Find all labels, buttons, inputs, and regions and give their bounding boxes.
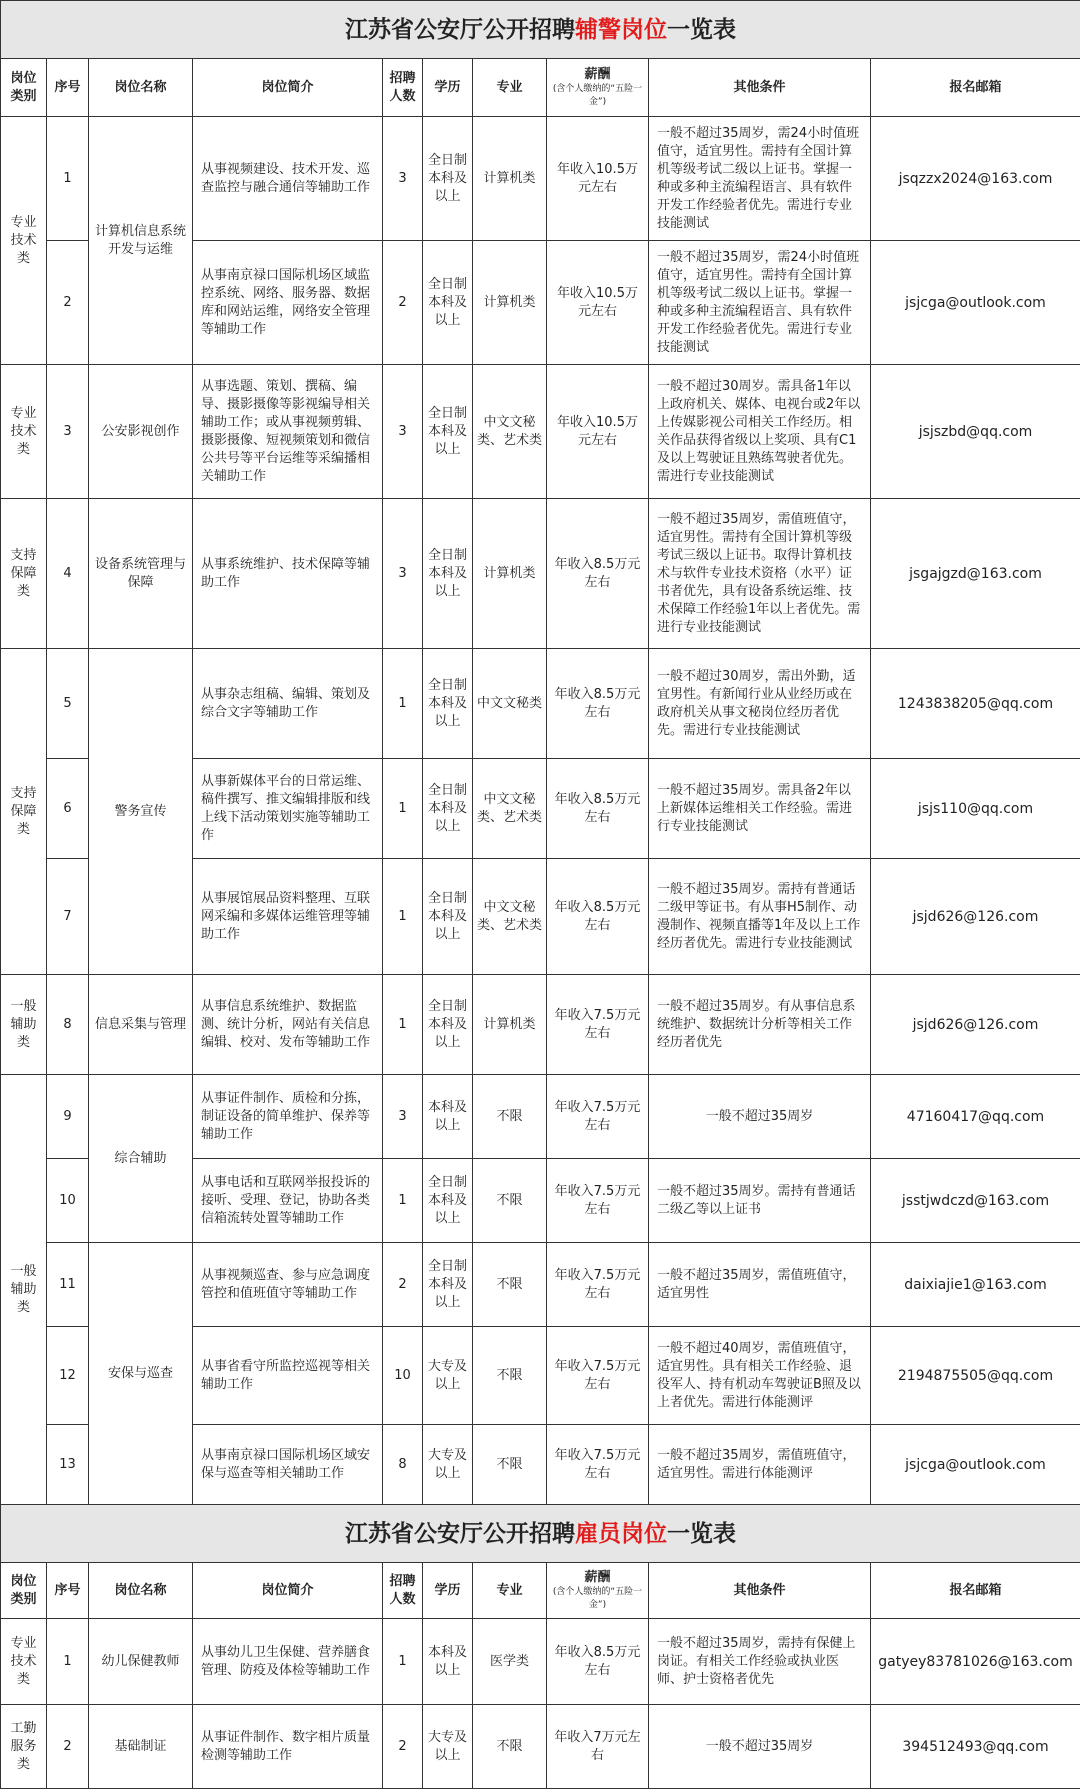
email-cell: jsstjwdczd@163.com <box>871 1159 1080 1243</box>
intro-cell: 从事电话和互联网举报投诉的接听、受理、登记，协助各类信箱流转处置等辅助工作 <box>193 1159 383 1243</box>
category-cell: 一般辅助类 <box>1 1075 47 1505</box>
count-cell: 3 <box>383 117 423 241</box>
table-row <box>1 117 1080 241</box>
header-salary <box>547 1563 649 1619</box>
post-cell: 设备系统管理与保障 <box>89 499 193 649</box>
email-cell: jsgajgzd@163.com <box>871 499 1080 649</box>
salary-cell: 年收入7.5万元左右 <box>547 1425 649 1505</box>
salary-cell: 年收入8.5万元左右 <box>547 499 649 649</box>
intro-cell: 从事证件制作、质检和分拣，制证设备的简单维护、保养等辅助工作 <box>193 1075 383 1159</box>
conditions-cell: 一般不超过35周岁 <box>649 1075 871 1159</box>
education-cell: 全日制本科及以上 <box>423 117 473 241</box>
major-cell: 不限 <box>473 1243 547 1327</box>
major-cell: 不限 <box>473 1705 547 1789</box>
conditions-cell: 一般不超过35周岁，需24小时值班值守，适宜男性。需持有全国计算机等级考试二级以上证书。掌握一种或多种主流编程语言、具有软件开发工作经验者优先。需进行专业技能测试 <box>649 117 871 241</box>
email-cell: jsjszbd@qq.com <box>871 365 1080 499</box>
education-cell: 本科及以上 <box>423 1619 473 1705</box>
major-cell: 计算机类 <box>473 975 547 1075</box>
table-row <box>1 1075 1080 1159</box>
table-row <box>1 975 1080 1075</box>
education-cell: 全日制本科及以上 <box>423 241 473 365</box>
salary-cell: 年收入10.5万元左右 <box>547 117 649 241</box>
conditions-cell: 一般不超过35周岁，需值班值守，适宜男性。需进行体能测评 <box>649 1425 871 1505</box>
category-cell: 专业技术类 <box>1 117 47 365</box>
header-intro: 岗位简介 <box>193 1563 383 1619</box>
salary-cell: 年收入7.5万元左右 <box>547 975 649 1075</box>
intro-cell: 从事系统维护、技术保障等辅助工作 <box>193 499 383 649</box>
salary-cell: 年收入8.5万元左右 <box>547 649 649 759</box>
education-cell: 全日制本科及以上 <box>423 859 473 975</box>
category-cell: 工勤服务类 <box>1 1705 47 1789</box>
header-salary-label: 薪酬 <box>584 66 611 82</box>
table2-header-row <box>1 1563 1080 1619</box>
count-cell: 1 <box>383 859 423 975</box>
count-cell: 2 <box>383 1705 423 1789</box>
header-major: 专业 <box>473 59 547 117</box>
post-cell: 基础制证 <box>89 1705 193 1789</box>
email-cell: 2194875505@qq.com <box>871 1327 1080 1425</box>
intro-cell: 从事视频建设、技术开发、巡查监控与融合通信等辅助工作 <box>193 117 383 241</box>
table1-title-highlight: 辅警岗位 <box>575 16 667 43</box>
email-cell: daixiajie1@163.com <box>871 1243 1080 1327</box>
category-cell: 专业技术类 <box>1 365 47 499</box>
header-email: 报名邮箱 <box>871 1563 1080 1619</box>
education-cell: 全日制本科及以上 <box>423 1159 473 1243</box>
major-cell: 不限 <box>473 1327 547 1425</box>
conditions-cell: 一般不超过35周岁，需持有保健上岗证。有相关工作经验或执业医师、护士资格者优先 <box>649 1619 871 1705</box>
count-cell: 8 <box>383 1425 423 1505</box>
header-email: 报名邮箱 <box>871 59 1080 117</box>
salary-cell: 年收入8.5万元左右 <box>547 1619 649 1705</box>
category-cell: 一般辅助类 <box>1 975 47 1075</box>
major-cell: 计算机类 <box>473 117 547 241</box>
header-count: 招聘人数 <box>383 1563 423 1619</box>
header-major: 专业 <box>473 1563 547 1619</box>
count-cell: 1 <box>383 1159 423 1243</box>
no-cell: 1 <box>47 1619 89 1705</box>
no-cell: 6 <box>47 759 89 859</box>
category-cell: 支持保障类 <box>1 499 47 649</box>
post-cell: 警务宣传 <box>89 649 193 975</box>
major-cell: 中文文秘类 <box>473 649 547 759</box>
salary-cell: 年收入10.5万元左右 <box>547 241 649 365</box>
conditions-cell: 一般不超过35周岁。需具备2年以上新媒体运维相关工作经验。需进行专业技能测试 <box>649 759 871 859</box>
email-cell: 47160417@qq.com <box>871 1075 1080 1159</box>
intro-cell: 从事证件制作、数字相片质量检测等辅助工作 <box>193 1705 383 1789</box>
education-cell: 全日制本科及以上 <box>423 1243 473 1327</box>
table-row <box>1 1243 1080 1327</box>
major-cell: 中文文秘类、艺术类 <box>473 365 547 499</box>
table2-title-prefix: 江苏省公安厅公开招聘 <box>345 1520 575 1547</box>
header-post-name: 岗位名称 <box>89 59 193 117</box>
major-cell: 医学类 <box>473 1619 547 1705</box>
header-category: 岗位类别 <box>1 59 47 117</box>
email-cell: 394512493@qq.com <box>871 1705 1080 1789</box>
conditions-cell: 一般不超过35周岁 <box>649 1705 871 1789</box>
count-cell: 2 <box>383 1243 423 1327</box>
salary-cell: 年收入7万元左右 <box>547 1705 649 1789</box>
post-cell: 计算机信息系统开发与运维 <box>89 117 193 365</box>
salary-cell: 年收入7.5万元左右 <box>547 1075 649 1159</box>
count-cell: 1 <box>383 649 423 759</box>
salary-cell: 年收入7.5万元左右 <box>547 1327 649 1425</box>
count-cell: 10 <box>383 1327 423 1425</box>
header-category: 岗位类别 <box>1 1563 47 1619</box>
conditions-cell: 一般不超过30周岁。需具备1年以上政府机关、媒体、电视台或2年以上传媒影视公司相关工作经历。相关作品获得省级以上奖项、具有C1及以上驾驶证且熟练驾驶者优先。需进行专业技能测试 <box>649 365 871 499</box>
table-row <box>1 1705 1080 1789</box>
header-count: 招聘人数 <box>383 59 423 117</box>
header-education: 学历 <box>423 1563 473 1619</box>
post-cell: 安保与巡查 <box>89 1243 193 1505</box>
intro-cell: 从事杂志组稿、编辑、策划及综合文字等辅助工作 <box>193 649 383 759</box>
salary-cell: 年收入10.5万元左右 <box>547 365 649 499</box>
conditions-cell: 一般不超过35周岁。有从事信息系统维护、数据统计分析等相关工作经历者优先 <box>649 975 871 1075</box>
no-cell: 4 <box>47 499 89 649</box>
education-cell: 大专及以上 <box>423 1705 473 1789</box>
table2-title <box>1 1505 1080 1563</box>
table-row <box>1 1619 1080 1705</box>
count-cell: 1 <box>383 1619 423 1705</box>
no-cell: 2 <box>47 241 89 365</box>
header-no: 序号 <box>47 59 89 117</box>
post-cell: 信息采集与管理 <box>89 975 193 1075</box>
education-cell: 全日制本科及以上 <box>423 649 473 759</box>
no-cell: 8 <box>47 975 89 1075</box>
email-cell: 1243838205@qq.com <box>871 649 1080 759</box>
post-cell: 幼儿保健教师 <box>89 1619 193 1705</box>
header-salary-label: 薪酬 <box>584 1569 611 1585</box>
no-cell: 13 <box>47 1425 89 1505</box>
intro-cell: 从事省看守所监控巡视等相关辅助工作 <box>193 1327 383 1425</box>
no-cell: 1 <box>47 117 89 241</box>
intro-cell: 从事信息系统维护、数据监测、统计分析，网站有关信息编辑、校对、发布等辅助工作 <box>193 975 383 1075</box>
table-row <box>1 649 1080 759</box>
intro-cell: 从事幼儿卫生保健、营养膳食管理、防疫及体检等辅助工作 <box>193 1619 383 1705</box>
conditions-cell: 一般不超过40周岁，需值班值守，适宜男性。具有相关工作经验、退役军人、持有机动车驾驶证B照及以上者优先。需进行体能测评 <box>649 1327 871 1425</box>
major-cell: 计算机类 <box>473 499 547 649</box>
salary-cell: 年收入8.5万元左右 <box>547 759 649 859</box>
conditions-cell: 一般不超过35周岁，需值班值守，适宜男性。需持有全国计算机等级考试三级以上证书。取得计算机技术与软件专业技术资格（水平）证书者优先，具有设备系统运维、技术保障工作经验1年以上者优先。需进行专业技能测试 <box>649 499 871 649</box>
count-cell: 3 <box>383 499 423 649</box>
email-cell: jsjcga@outlook.com <box>871 241 1080 365</box>
category-cell: 支持保障类 <box>1 649 47 975</box>
table-row <box>1 499 1080 649</box>
header-salary-note: (含个人缴纳的“五险一金”) <box>552 83 643 107</box>
email-cell: jsjd626@126.com <box>871 975 1080 1075</box>
table1-title-prefix: 江苏省公安厅公开招聘 <box>345 16 575 43</box>
conditions-cell: 一般不超过35周岁。需持有普通话二级乙等以上证书 <box>649 1159 871 1243</box>
header-intro: 岗位简介 <box>193 59 383 117</box>
post-cell: 公安影视创作 <box>89 365 193 499</box>
email-cell: jsjs110@qq.com <box>871 759 1080 859</box>
post-cell: 综合辅助 <box>89 1075 193 1243</box>
major-cell: 中文文秘类、艺术类 <box>473 759 547 859</box>
intro-cell: 从事南京禄口国际机场区域监控系统、网络、服务器、数据库和网站运维，网络安全管理等辅助工作 <box>193 241 383 365</box>
conditions-cell: 一般不超过35周岁。需持有普通话二级甲等证书。有从事H5制作、动漫制作、视频直播等1年及以上工作经历者优先。需进行专业技能测试 <box>649 859 871 975</box>
no-cell: 10 <box>47 1159 89 1243</box>
email-cell: jsjd626@126.com <box>871 859 1080 975</box>
intro-cell: 从事选题、策划、撰稿、编导、摄影摄像等影视编导相关辅助工作；或从事视频剪辑、摄影摄像、短视频策划和微信公共号等平台运维等采编播相关辅助工作 <box>193 365 383 499</box>
major-cell: 不限 <box>473 1159 547 1243</box>
education-cell: 全日制本科及以上 <box>423 975 473 1075</box>
education-cell: 本科及以上 <box>423 1075 473 1159</box>
education-cell: 大专及以上 <box>423 1425 473 1505</box>
category-cell: 专业技术类 <box>1 1619 47 1705</box>
no-cell: 12 <box>47 1327 89 1425</box>
email-cell: jsjcga@outlook.com <box>871 1425 1080 1505</box>
conditions-cell: 一般不超过30周岁，需出外勤，适宜男性。有新闻行业从业经历或在政府机关从事文秘岗位经历者优先。需进行专业技能测试 <box>649 649 871 759</box>
table1-title-suffix: 一览表 <box>667 16 736 43</box>
education-cell: 全日制本科及以上 <box>423 759 473 859</box>
table-row <box>1 365 1080 499</box>
table1-title <box>1 1 1080 59</box>
header-post-name: 岗位名称 <box>89 1563 193 1619</box>
no-cell: 2 <box>47 1705 89 1789</box>
intro-cell: 从事南京禄口国际机场区域安保与巡查等相关辅助工作 <box>193 1425 383 1505</box>
no-cell: 3 <box>47 365 89 499</box>
intro-cell: 从事新媒体平台的日常运维、稿件撰写、推文编辑排版和线上线下活动策划实施等辅助工作 <box>193 759 383 859</box>
table2-title-highlight: 雇员岗位 <box>575 1520 667 1547</box>
salary-cell: 年收入8.5万元左右 <box>547 859 649 975</box>
no-cell: 5 <box>47 649 89 759</box>
count-cell: 3 <box>383 365 423 499</box>
salary-cell: 年收入7.5万元左右 <box>547 1243 649 1327</box>
email-cell: jsqzzx2024@163.com <box>871 117 1080 241</box>
intro-cell: 从事展馆展品资料整理、互联网采编和多媒体运维管理等辅助工作 <box>193 859 383 975</box>
header-salary <box>547 59 649 117</box>
major-cell: 计算机类 <box>473 241 547 365</box>
header-conditions: 其他条件 <box>649 1563 871 1619</box>
count-cell: 1 <box>383 759 423 859</box>
education-cell: 大专及以上 <box>423 1327 473 1425</box>
header-salary-note: (含个人缴纳的“五险一金”) <box>552 1586 643 1610</box>
count-cell: 2 <box>383 241 423 365</box>
salary-cell: 年收入7.5万元左右 <box>547 1159 649 1243</box>
no-cell: 7 <box>47 859 89 975</box>
conditions-cell: 一般不超过35周岁，需24小时值班值守，适宜男性。需持有全国计算机等级考试二级以上证书。掌握一种或多种主流编程语言、具有软件开发工作经验者优先。需进行专业技能测试 <box>649 241 871 365</box>
major-cell: 不限 <box>473 1425 547 1505</box>
major-cell: 不限 <box>473 1075 547 1159</box>
header-conditions: 其他条件 <box>649 59 871 117</box>
no-cell: 11 <box>47 1243 89 1327</box>
no-cell: 9 <box>47 1075 89 1159</box>
count-cell: 1 <box>383 975 423 1075</box>
intro-cell: 从事视频巡查、参与应急调度管控和值班值守等辅助工作 <box>193 1243 383 1327</box>
table2-title-suffix: 一览表 <box>667 1520 736 1547</box>
major-cell: 中文文秘类、艺术类 <box>473 859 547 975</box>
header-education: 学历 <box>423 59 473 117</box>
education-cell: 全日制本科及以上 <box>423 365 473 499</box>
table1-header-row <box>1 59 1080 117</box>
count-cell: 3 <box>383 1075 423 1159</box>
education-cell: 全日制本科及以上 <box>423 499 473 649</box>
header-no: 序号 <box>47 1563 89 1619</box>
email-cell: gatyey83781026@163.com <box>871 1619 1080 1705</box>
conditions-cell: 一般不超过35周岁，需值班值守，适宜男性 <box>649 1243 871 1327</box>
